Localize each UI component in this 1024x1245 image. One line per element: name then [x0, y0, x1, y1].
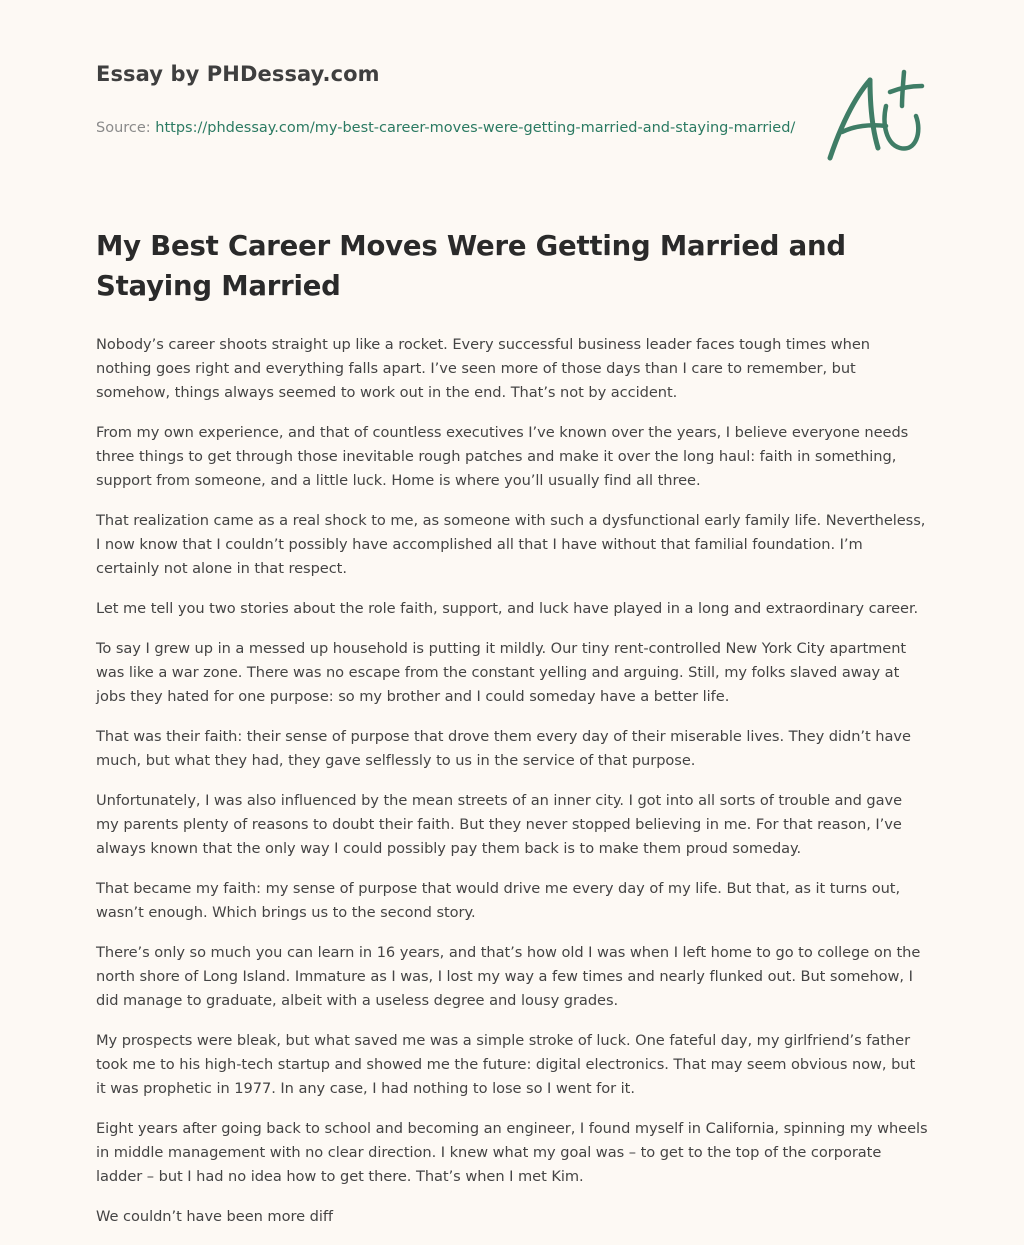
a-plus-grade-icon: [820, 66, 928, 166]
essay-paragraph: Let me tell you two stories about the role faith, support, and luck have played in a long and extraordinary career.: [96, 600, 919, 617]
source-label: Source:: [96, 120, 156, 136]
essay-header: [96, 62, 796, 140]
essay-title: My Best Career Moves Were Getting Married and Staying Married: [96, 230, 846, 302]
essay-paragraph: We couldn’t have been more diff: [96, 1208, 334, 1225]
site-brand: Essay by PHDessay.com: [96, 62, 380, 86]
essay-paragraph: Nobody’s career shoots straight up like a rocket. Every successful business leader faces tough times when nothing goes right and everything falls apart. I’ve seen more of those days than I care to remember, but somehow, things always seemed to work out in the end. That’s not by accident.: [96, 336, 870, 401]
essay-paragraph: That was their faith: their sense of purpose that drove them every day of their miserable lives. They didn’t have much, but what they had, they gave selflessly to us in the service of that purpose.: [96, 728, 911, 769]
source-line: [96, 116, 796, 140]
essay-paragraph: That realization came as a real shock to me, as someone with such a dysfunctional early family life. Nevertheless, I now know that I couldn’t possibly have accomplished all that I have without that familial foundation. I’m certainly not alone in that respect.: [96, 512, 926, 577]
essay-paragraph: Eight years after going back to school and becoming an engineer, I found myself in California, spinning my wheels in middle management with no clear direction. I knew what my goal was – to get to the top of the corporate ladder – but I had no idea how to get there. That’s when I met Kim.: [96, 1120, 928, 1185]
essay-paragraph: My prospects were bleak, but what saved me was a simple stroke of luck. One fateful day, my girlfriend’s father took me to his high-tech startup and showed me the future: digital electronics. That may seem obvious now, but it was prophetic in 1977. In any case, I had nothing to lose so I went for it.: [96, 1032, 916, 1097]
essay-paragraph: To say I grew up in a messed up household is putting it mildly. Our tiny rent-controlled New York City apartment was like a war zone. There was no escape from the constant yelling and arguing. Still, my folks slaved away at jobs they hated for one purpose: so my brother and I could someday have a better life.: [96, 640, 907, 705]
essay-paragraph: That became my faith: my sense of purpose that would drive me every day of my life. But that, as it turns out, wasn’t enough. Which brings us to the second story.: [96, 880, 901, 921]
essay-paragraph: Unfortunately, I was also influenced by the mean streets of an inner city. I got into all sorts of trouble and gave my parents plenty of reasons to doubt their faith. But they never stopped believing in me. For that reason, I’ve always known that the only way I could possibly pay them back is to make them proud someday.: [96, 792, 903, 857]
essay-paragraph: There’s only so much you can learn in 16 years, and that’s how old I was when I left home to go to college on the north shore of Long Island. Immature as I was, I lost my way a few times and nearly flunked out. But somehow, I did manage to graduate, albeit with a useless degree and lousy grades.: [96, 944, 921, 1009]
source-link[interactable]: https://phdessay.com/my-best-career-moves-were-getting-married-and-staying-married/: [155, 120, 796, 136]
essay-body: [96, 226, 928, 1245]
essay-paragraph: From my own experience, and that of countless executives I’ve known over the years, I believe everyone needs three things to get through those inevitable rough patches and make it over the long haul: faith in something, support from someone, and a little luck. Home is where you’ll usually find all three.: [96, 424, 909, 489]
